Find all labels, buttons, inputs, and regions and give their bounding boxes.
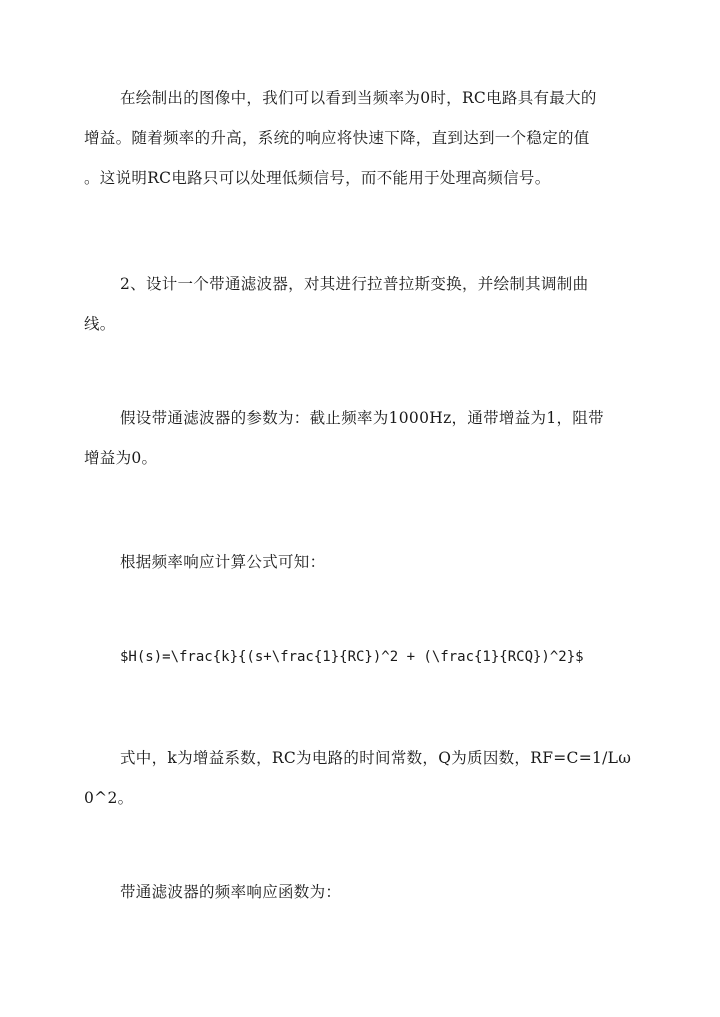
text-line: 带通滤波器的频率响应函数为： bbox=[120, 883, 342, 901]
text-line: 。这说明RC电路只可以处理低频信号，而不能用于处理高频信号。 bbox=[84, 169, 551, 187]
paragraph-frequency-response-heading bbox=[84, 872, 644, 912]
paragraph-variable-definitions bbox=[84, 738, 644, 818]
text-line: 式中，k为增益系数，RC为电路的时间常数，Q为质因数，RF=C=1/Lω bbox=[120, 749, 632, 767]
paragraph-rc-plot-analysis bbox=[84, 78, 644, 198]
text-line: 在绘制出的图像中，我们可以看到当频率为0时，RC电路具有最大的 bbox=[120, 89, 597, 107]
text-line: 2、设计一个带通滤波器，对其进行拉普拉斯变换，并绘制其调制曲 bbox=[120, 275, 589, 293]
text-line: 0^2。 bbox=[84, 789, 134, 807]
paragraph-bandpass-task bbox=[84, 264, 644, 344]
text-line: 线。 bbox=[84, 315, 116, 333]
text-line: 增益为0。 bbox=[84, 449, 158, 467]
paragraph-transfer-function bbox=[84, 637, 644, 677]
paragraph-filter-parameters bbox=[84, 398, 644, 478]
text-line: 假设带通滤波器的参数为：截止频率为1000Hz，通带增益为1，阻带 bbox=[120, 409, 604, 427]
formula-text: $H(s)=\frac{k}{(s+\frac{1}{RC})^2 + (\frac{1}{RCQ})^2}$ bbox=[120, 649, 584, 665]
paragraph-formula-intro bbox=[84, 542, 644, 582]
text-line: 增益。随着频率的升高，系统的响应将快速下降，直到达到一个稳定的值 bbox=[84, 129, 590, 147]
text-line: 根据频率响应计算公式可知： bbox=[120, 553, 326, 571]
